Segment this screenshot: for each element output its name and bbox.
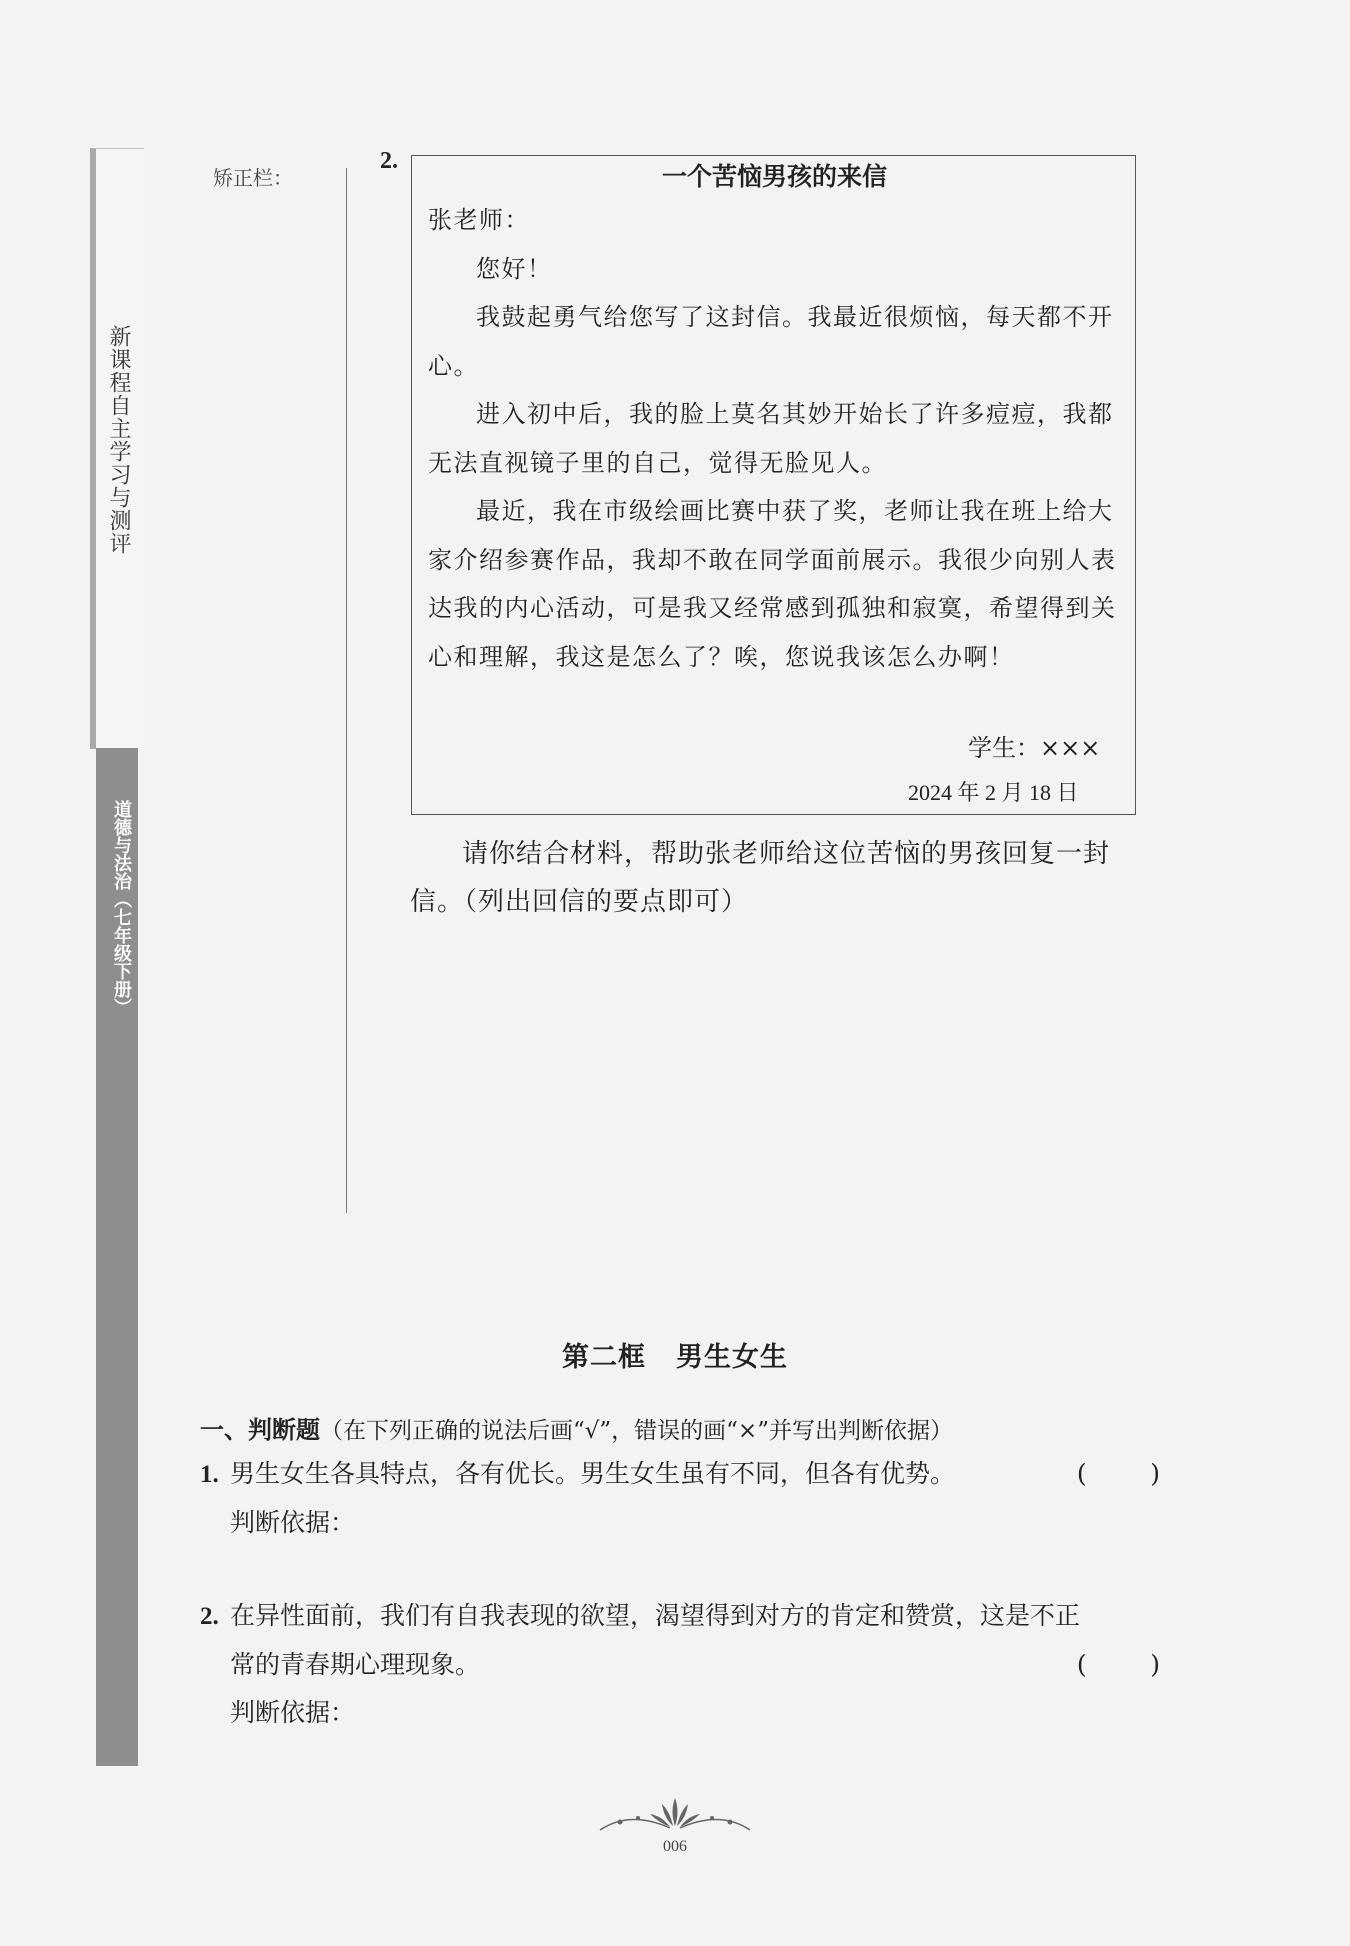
answer-paren[interactable]: ( ) xyxy=(1076,1459,1160,1488)
spine-book-title: 新课程自主学习与测评 xyxy=(106,325,131,555)
answer-paren[interactable]: ( ) xyxy=(1076,1650,1160,1679)
correction-column-divider xyxy=(346,168,347,1213)
judgement-item xyxy=(200,1592,1160,1737)
item-text: 男生女生各具特点，各有优长。男生女生虽有不同，但各有优势。 xyxy=(230,1459,956,1488)
letter-paragraph: 进入初中后，我的脸上莫名其妙开始长了许多痘痘，我都无法直视镜子里的自己，觉得无脸见人。 xyxy=(428,400,1114,477)
letter-paragraph: 最近，我在市级绘画比赛中获了奖，老师让我在班上给大家介绍参赛作品，我却不敢在同学面前展示。我很少向别人表达我的内心活动，可是我又经常感到孤独和寂寞，希望得到关心和理解，我这是怎么了？唉，您说我该怎么办啊！ xyxy=(428,497,1117,671)
question-prompt: 请你结合材料，帮助张老师给这位苦恼的男孩回复一封信。（列出回信的要点即可） xyxy=(410,839,1111,917)
letter-salutation: 张老师： xyxy=(428,206,530,234)
section-title xyxy=(0,1335,1350,1374)
footer-ornament-icon xyxy=(590,1790,760,1840)
basis-label[interactable]: 判断依据： xyxy=(230,1508,356,1537)
item-number: 2. xyxy=(200,1603,219,1630)
spine-subject-title: 道德与法治（七年级下册） xyxy=(111,800,132,1016)
letter-body xyxy=(428,196,1126,681)
letter-box xyxy=(411,155,1136,815)
letter-signature: 学生：××× xyxy=(968,734,1101,762)
correction-column-label: 矫正栏： xyxy=(213,166,293,190)
judgement-header-title: 一、判断题 xyxy=(200,1416,320,1444)
question-number: 2. xyxy=(380,148,398,174)
section-title-right: 男生女生 xyxy=(676,1342,788,1373)
item-number: 1. xyxy=(200,1461,219,1488)
judgement-header-note: （在下列正确的说法后画“√”，错误的画“×”并写出判断依据） xyxy=(320,1418,953,1444)
letter-date: 2024 年 2 月 18 日 xyxy=(908,780,1079,805)
letter-paragraph: 我鼓起勇气给您写了这封信。我最近很烦恼，每天都不开心。 xyxy=(428,303,1114,380)
letter-title: 一个苦恼男孩的来信 xyxy=(661,162,887,191)
basis-label[interactable]: 判断依据： xyxy=(230,1698,356,1727)
item-text-continued: 常的青春期心理现象。 xyxy=(230,1650,481,1679)
item-text: 在异性面前，我们有自我表现的欲望，渴望得到对方的肯定和赞赏，这是不正 xyxy=(230,1601,1081,1630)
judgement-item xyxy=(200,1450,1160,1547)
section-title-left: 第二框 xyxy=(562,1342,646,1373)
letter-greeting: 您好！ xyxy=(476,254,553,283)
judgement-header xyxy=(200,1410,1160,1445)
page-number: 006 xyxy=(663,1838,687,1855)
